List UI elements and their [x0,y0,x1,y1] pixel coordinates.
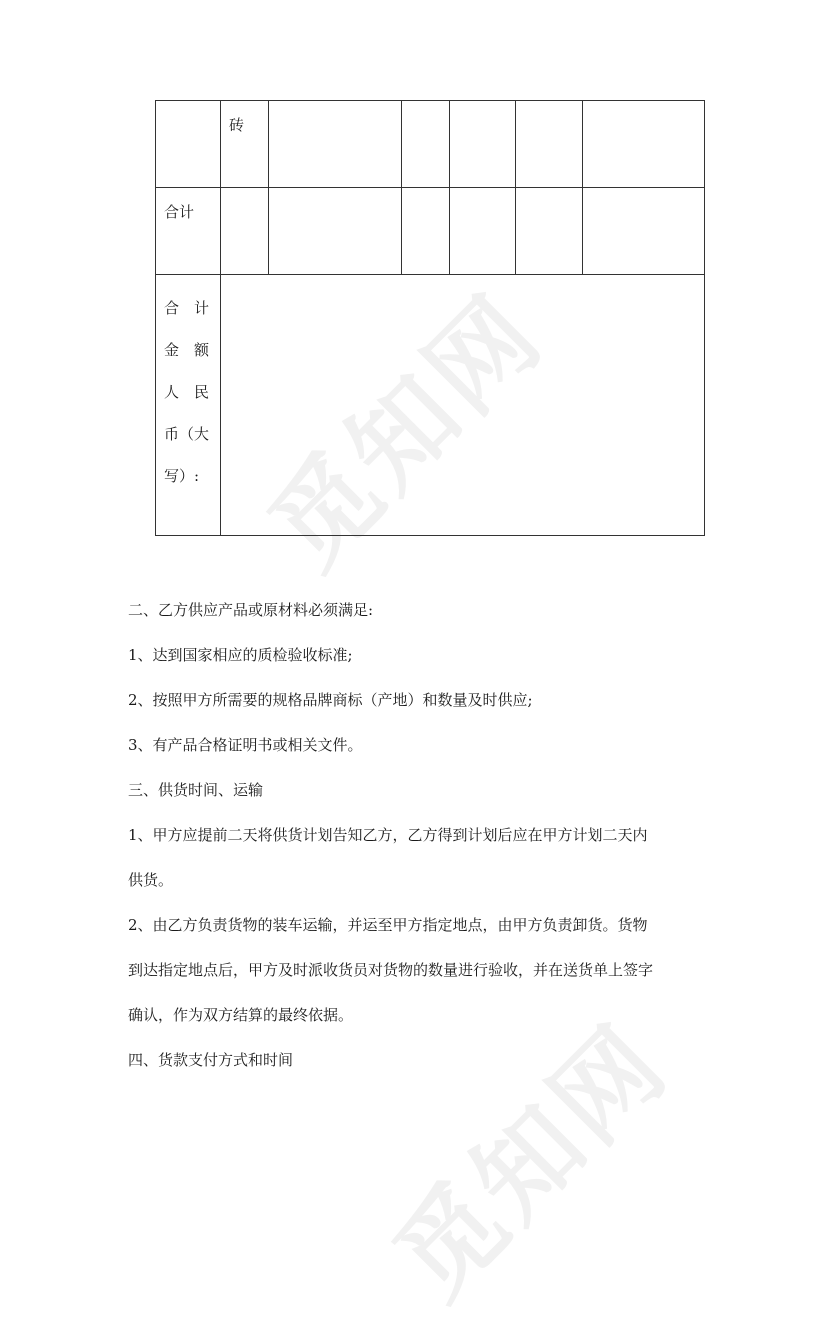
table-cell [450,188,516,275]
table-cell [516,101,583,188]
amount-label-line: 合 计 [164,299,210,317]
section-heading: 三、供货时间、运输 [128,781,264,799]
table-row-total [156,188,705,275]
watermark: 觅知网 [246,271,567,592]
list-item: 3、有产品合格证明书或相关文件。 [128,736,363,754]
paragraph-line: 2、由乙方负责货物的装车运输，并运至甲方指定地点，由甲方负责卸货。货物 [128,916,648,934]
table-row-amount [156,275,705,536]
paragraph-line: 到达指定地点后，甲方及时派收货员对货物的数量进行验收，并在送货单上签字 [128,961,654,979]
amount-label-line: 人 民 [164,383,210,401]
table-cell [221,101,269,188]
table-cell [402,188,450,275]
watermark-bottom: 觅知网 [371,1001,692,1322]
table-cell [450,101,516,188]
paragraph-line: 1、甲方应提前二天将供货计划告知乙方，乙方得到计划后应在甲方计划二天内 [128,826,648,844]
materials-table [155,100,705,536]
table-cell [156,101,221,188]
contract-body [128,588,708,1083]
paragraph-line: 供货。 [128,871,174,889]
amount-value-cell [221,275,705,536]
amount-label-line: 金 额 [164,341,210,359]
list-item: 2、按照甲方所需要的规格品牌商标（产地）和数量及时供应; [128,691,533,709]
table-cell [221,188,269,275]
paragraph-line: 确认，作为双方结算的最终依据。 [128,1006,354,1024]
table-cell [156,188,221,275]
list-item: 1、达到国家相应的质检验收标准; [128,646,353,664]
table-cell [269,101,402,188]
table-cell [156,275,221,536]
table-cell [269,188,402,275]
amount-label-line: 写）: [164,467,200,485]
table-cell [402,101,450,188]
amount-label-line: 币（大 [164,425,210,443]
section-heading: 二、乙方供应产品或原材料必须满足: [128,601,374,619]
total-label: 合计 [164,203,195,221]
table-cell [516,188,583,275]
material-name: 砖 [229,116,245,134]
section-heading: 四、货款支付方式和时间 [128,1051,294,1069]
table-cell [583,188,705,275]
table-cell [583,101,705,188]
table-row [156,101,705,188]
amount-label [156,275,220,497]
